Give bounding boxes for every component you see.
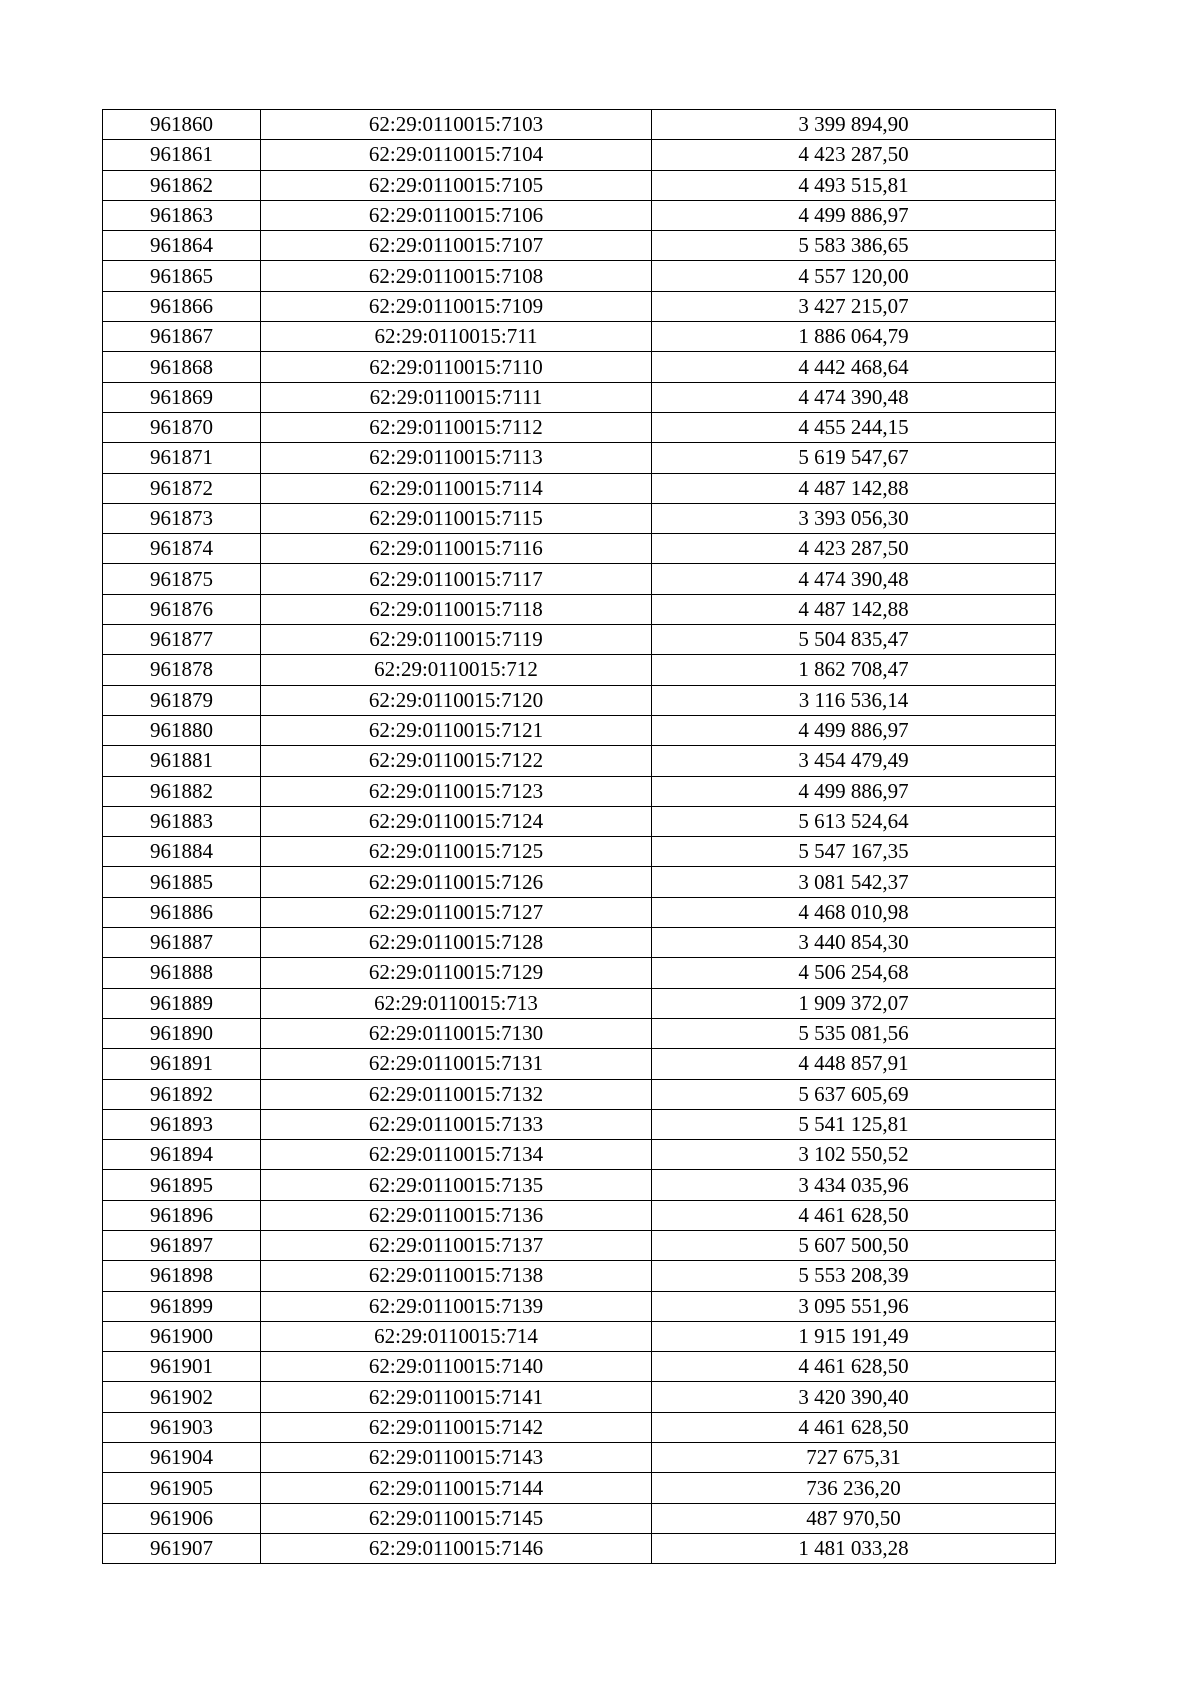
cadastral-number-cell: 62:29:0110015:7121 — [261, 715, 652, 745]
table-row — [103, 261, 1056, 291]
cadastral-value-cell: 3 116 536,14 — [652, 685, 1056, 715]
row-number-cell: 961906 — [103, 1503, 261, 1533]
cadastral-number-cell: 62:29:0110015:7135 — [261, 1170, 652, 1200]
cadastral-number-cell: 62:29:0110015:7127 — [261, 897, 652, 927]
cadastral-value-cell: 4 423 287,50 — [652, 534, 1056, 564]
table-row — [103, 655, 1056, 685]
cadastral-number-cell: 62:29:0110015:7143 — [261, 1443, 652, 1473]
cadastral-number-cell: 62:29:0110015:713 — [261, 988, 652, 1018]
table-row — [103, 322, 1056, 352]
row-number-cell: 961874 — [103, 534, 261, 564]
table-row — [103, 837, 1056, 867]
cadastral-number-cell: 62:29:0110015:7124 — [261, 806, 652, 836]
row-number-cell: 961892 — [103, 1079, 261, 1109]
cadastral-number-cell: 62:29:0110015:7144 — [261, 1473, 652, 1503]
table-row — [103, 685, 1056, 715]
row-number-cell: 961903 — [103, 1412, 261, 1442]
cadastral-value-cell: 5 607 500,50 — [652, 1230, 1056, 1260]
table-row — [103, 564, 1056, 594]
cadastral-value-cell: 3 440 854,30 — [652, 928, 1056, 958]
cadastral-value-cell: 5 583 386,65 — [652, 231, 1056, 261]
row-number-cell: 961875 — [103, 564, 261, 594]
table-row — [103, 1018, 1056, 1048]
table-row — [103, 1352, 1056, 1382]
table-row — [103, 412, 1056, 442]
row-number-cell: 961872 — [103, 473, 261, 503]
table-row — [103, 1230, 1056, 1260]
cadastral-value-cell: 4 474 390,48 — [652, 382, 1056, 412]
cadastral-value-cell: 3 399 894,90 — [652, 110, 1056, 140]
table-row — [103, 715, 1056, 745]
row-number-cell: 961891 — [103, 1049, 261, 1079]
cadastral-value-cell: 4 487 142,88 — [652, 594, 1056, 624]
cadastral-value-cell: 3 420 390,40 — [652, 1382, 1056, 1412]
cadastral-number-cell: 62:29:0110015:714 — [261, 1321, 652, 1351]
row-number-cell: 961885 — [103, 867, 261, 897]
cadastral-value-cell: 4 499 886,97 — [652, 200, 1056, 230]
table-row — [103, 867, 1056, 897]
table-row — [103, 382, 1056, 412]
cadastral-value-cell: 4 461 628,50 — [652, 1200, 1056, 1230]
cadastral-number-cell: 62:29:0110015:7104 — [261, 140, 652, 170]
cadastral-value-cell: 4 474 390,48 — [652, 564, 1056, 594]
table-row — [103, 897, 1056, 927]
cadastral-number-cell: 62:29:0110015:7130 — [261, 1018, 652, 1048]
row-number-cell: 961879 — [103, 685, 261, 715]
table-row — [103, 594, 1056, 624]
cadastral-number-cell: 62:29:0110015:7112 — [261, 412, 652, 442]
table-row — [103, 1079, 1056, 1109]
cadastral-number-cell: 62:29:0110015:7140 — [261, 1352, 652, 1382]
cadastral-value-cell: 4 461 628,50 — [652, 1352, 1056, 1382]
cadastral-number-cell: 62:29:0110015:7120 — [261, 685, 652, 715]
cadastral-value-cell: 4 423 287,50 — [652, 140, 1056, 170]
cadastral-value-cell: 5 535 081,56 — [652, 1018, 1056, 1048]
cadastral-number-cell: 62:29:0110015:7128 — [261, 928, 652, 958]
cadastral-number-cell: 62:29:0110015:7132 — [261, 1079, 652, 1109]
cadastral-number-cell: 62:29:0110015:7116 — [261, 534, 652, 564]
table-row — [103, 443, 1056, 473]
cadastral-number-cell: 62:29:0110015:7110 — [261, 352, 652, 382]
table-row — [103, 200, 1056, 230]
table-row — [103, 988, 1056, 1018]
cadastral-number-cell: 62:29:0110015:7139 — [261, 1291, 652, 1321]
cadastral-number-cell: 62:29:0110015:7138 — [261, 1261, 652, 1291]
cadastral-value-cell: 3 095 551,96 — [652, 1291, 1056, 1321]
cadastral-value-cell: 1 862 708,47 — [652, 655, 1056, 685]
cadastral-number-cell: 62:29:0110015:7119 — [261, 625, 652, 655]
row-number-cell: 961881 — [103, 746, 261, 776]
table-row — [103, 625, 1056, 655]
row-number-cell: 961900 — [103, 1321, 261, 1351]
row-number-cell: 961877 — [103, 625, 261, 655]
row-number-cell: 961866 — [103, 291, 261, 321]
cadastral-value-cell: 5 547 167,35 — [652, 837, 1056, 867]
table-row — [103, 291, 1056, 321]
row-number-cell: 961883 — [103, 806, 261, 836]
row-number-cell: 961880 — [103, 715, 261, 745]
table-row — [103, 503, 1056, 533]
table-row — [103, 1049, 1056, 1079]
row-number-cell: 961905 — [103, 1473, 261, 1503]
row-number-cell: 961902 — [103, 1382, 261, 1412]
table-row — [103, 746, 1056, 776]
cadastral-number-cell: 62:29:0110015:7105 — [261, 170, 652, 200]
row-number-cell: 961870 — [103, 412, 261, 442]
row-number-cell: 961876 — [103, 594, 261, 624]
cadastral-value-cell: 1 481 033,28 — [652, 1533, 1056, 1563]
row-number-cell: 961865 — [103, 261, 261, 291]
cadastral-value-cell: 3 454 479,49 — [652, 746, 1056, 776]
cadastral-number-cell: 62:29:0110015:7145 — [261, 1503, 652, 1533]
row-number-cell: 961868 — [103, 352, 261, 382]
cadastral-number-cell: 62:29:0110015:7129 — [261, 958, 652, 988]
cadastral-value-cell: 1 915 191,49 — [652, 1321, 1056, 1351]
cadastral-number-cell: 62:29:0110015:7141 — [261, 1382, 652, 1412]
cadastral-number-cell: 62:29:0110015:7126 — [261, 867, 652, 897]
cadastral-value-cell: 5 504 835,47 — [652, 625, 1056, 655]
cadastral-number-cell: 62:29:0110015:7133 — [261, 1109, 652, 1139]
table-row — [103, 1170, 1056, 1200]
cadastral-number-cell: 62:29:0110015:7114 — [261, 473, 652, 503]
row-number-cell: 961873 — [103, 503, 261, 533]
table-row — [103, 1140, 1056, 1170]
cadastral-value-cell: 3 427 215,07 — [652, 291, 1056, 321]
row-number-cell: 961888 — [103, 958, 261, 988]
cadastral-number-cell: 62:29:0110015:7106 — [261, 200, 652, 230]
cadastral-value-cell: 727 675,31 — [652, 1443, 1056, 1473]
row-number-cell: 961863 — [103, 200, 261, 230]
row-number-cell: 961887 — [103, 928, 261, 958]
row-number-cell: 961867 — [103, 322, 261, 352]
row-number-cell: 961889 — [103, 988, 261, 1018]
cadastral-value-cell: 5 637 605,69 — [652, 1079, 1056, 1109]
cadastral-number-cell: 62:29:0110015:7136 — [261, 1200, 652, 1230]
row-number-cell: 961862 — [103, 170, 261, 200]
cadastral-value-cell: 487 970,50 — [652, 1503, 1056, 1533]
table-row — [103, 1200, 1056, 1230]
cadastral-value-cell: 4 487 142,88 — [652, 473, 1056, 503]
cadastral-value-cell: 3 102 550,52 — [652, 1140, 1056, 1170]
table-row — [103, 1291, 1056, 1321]
row-number-cell: 961878 — [103, 655, 261, 685]
cadastral-number-cell: 62:29:0110015:7109 — [261, 291, 652, 321]
cadastral-value-cell: 3 081 542,37 — [652, 867, 1056, 897]
table-row — [103, 1382, 1056, 1412]
cadastral-number-cell: 62:29:0110015:7122 — [261, 746, 652, 776]
row-number-cell: 961901 — [103, 1352, 261, 1382]
table-row — [103, 231, 1056, 261]
cadastral-value-cell: 5 619 547,67 — [652, 443, 1056, 473]
cadastral-value-cell: 4 506 254,68 — [652, 958, 1056, 988]
cadastral-value-cell: 5 613 524,64 — [652, 806, 1056, 836]
table-row — [103, 534, 1056, 564]
row-number-cell: 961896 — [103, 1200, 261, 1230]
row-number-cell: 961861 — [103, 140, 261, 170]
cadastral-number-cell: 62:29:0110015:7107 — [261, 231, 652, 261]
row-number-cell: 961864 — [103, 231, 261, 261]
row-number-cell: 961869 — [103, 382, 261, 412]
row-number-cell: 961898 — [103, 1261, 261, 1291]
table-row — [103, 1443, 1056, 1473]
cadastral-number-cell: 62:29:0110015:7118 — [261, 594, 652, 624]
cadastral-number-cell: 62:29:0110015:7123 — [261, 776, 652, 806]
cadastral-number-cell: 62:29:0110015:7131 — [261, 1049, 652, 1079]
table-row — [103, 1473, 1056, 1503]
row-number-cell: 961890 — [103, 1018, 261, 1048]
row-number-cell: 961871 — [103, 443, 261, 473]
table-row — [103, 140, 1056, 170]
cadastral-value-cell: 4 461 628,50 — [652, 1412, 1056, 1442]
cadastral-number-cell: 62:29:0110015:7146 — [261, 1533, 652, 1563]
row-number-cell: 961907 — [103, 1533, 261, 1563]
table-row — [103, 352, 1056, 382]
row-number-cell: 961884 — [103, 837, 261, 867]
row-number-cell: 961897 — [103, 1230, 261, 1260]
table-row — [103, 1109, 1056, 1139]
row-number-cell: 961886 — [103, 897, 261, 927]
cadastral-value-cell: 4 442 468,64 — [652, 352, 1056, 382]
cadastral-value-cell: 5 553 208,39 — [652, 1261, 1056, 1291]
table-row — [103, 473, 1056, 503]
row-number-cell: 961860 — [103, 110, 261, 140]
cadastral-number-cell: 62:29:0110015:7117 — [261, 564, 652, 594]
cadastral-value-cell: 4 499 886,97 — [652, 715, 1056, 745]
cadastral-value-cell: 4 448 857,91 — [652, 1049, 1056, 1079]
cadastral-number-cell: 62:29:0110015:7108 — [261, 261, 652, 291]
cadastral-number-cell: 62:29:0110015:7125 — [261, 837, 652, 867]
row-number-cell: 961882 — [103, 776, 261, 806]
cadastral-value-cell: 736 236,20 — [652, 1473, 1056, 1503]
table-row — [103, 1321, 1056, 1351]
row-number-cell: 961893 — [103, 1109, 261, 1139]
cadastral-value-cell: 3 393 056,30 — [652, 503, 1056, 533]
cadastral-number-cell: 62:29:0110015:7103 — [261, 110, 652, 140]
cadastral-number-cell: 62:29:0110015:7134 — [261, 1140, 652, 1170]
cadastral-value-cell: 4 499 886,97 — [652, 776, 1056, 806]
row-number-cell: 961899 — [103, 1291, 261, 1321]
table-row — [103, 1503, 1056, 1533]
row-number-cell: 961894 — [103, 1140, 261, 1170]
table-row — [103, 1412, 1056, 1442]
table-row — [103, 1533, 1056, 1563]
cadastral-value-cell: 4 557 120,00 — [652, 261, 1056, 291]
cadastral-number-cell: 62:29:0110015:7137 — [261, 1230, 652, 1260]
cadastral-value-cell: 1 886 064,79 — [652, 322, 1056, 352]
cadastral-value-table — [102, 109, 1056, 1564]
row-number-cell: 961895 — [103, 1170, 261, 1200]
table-row — [103, 1261, 1056, 1291]
table-row — [103, 170, 1056, 200]
table-row — [103, 110, 1056, 140]
table-row — [103, 776, 1056, 806]
cadastral-value-cell: 4 493 515,81 — [652, 170, 1056, 200]
cadastral-value-cell: 3 434 035,96 — [652, 1170, 1056, 1200]
table-row — [103, 806, 1056, 836]
cadastral-number-cell: 62:29:0110015:7111 — [261, 382, 652, 412]
cadastral-value-cell: 5 541 125,81 — [652, 1109, 1056, 1139]
cadastral-number-cell: 62:29:0110015:712 — [261, 655, 652, 685]
cadastral-value-cell: 1 909 372,07 — [652, 988, 1056, 1018]
table-body — [103, 110, 1056, 1564]
cadastral-number-cell: 62:29:0110015:711 — [261, 322, 652, 352]
cadastral-number-cell: 62:29:0110015:7113 — [261, 443, 652, 473]
table-row — [103, 928, 1056, 958]
cadastral-value-cell: 4 455 244,15 — [652, 412, 1056, 442]
cadastral-value-cell: 4 468 010,98 — [652, 897, 1056, 927]
cadastral-number-cell: 62:29:0110015:7115 — [261, 503, 652, 533]
table-row — [103, 958, 1056, 988]
cadastral-number-cell: 62:29:0110015:7142 — [261, 1412, 652, 1442]
row-number-cell: 961904 — [103, 1443, 261, 1473]
